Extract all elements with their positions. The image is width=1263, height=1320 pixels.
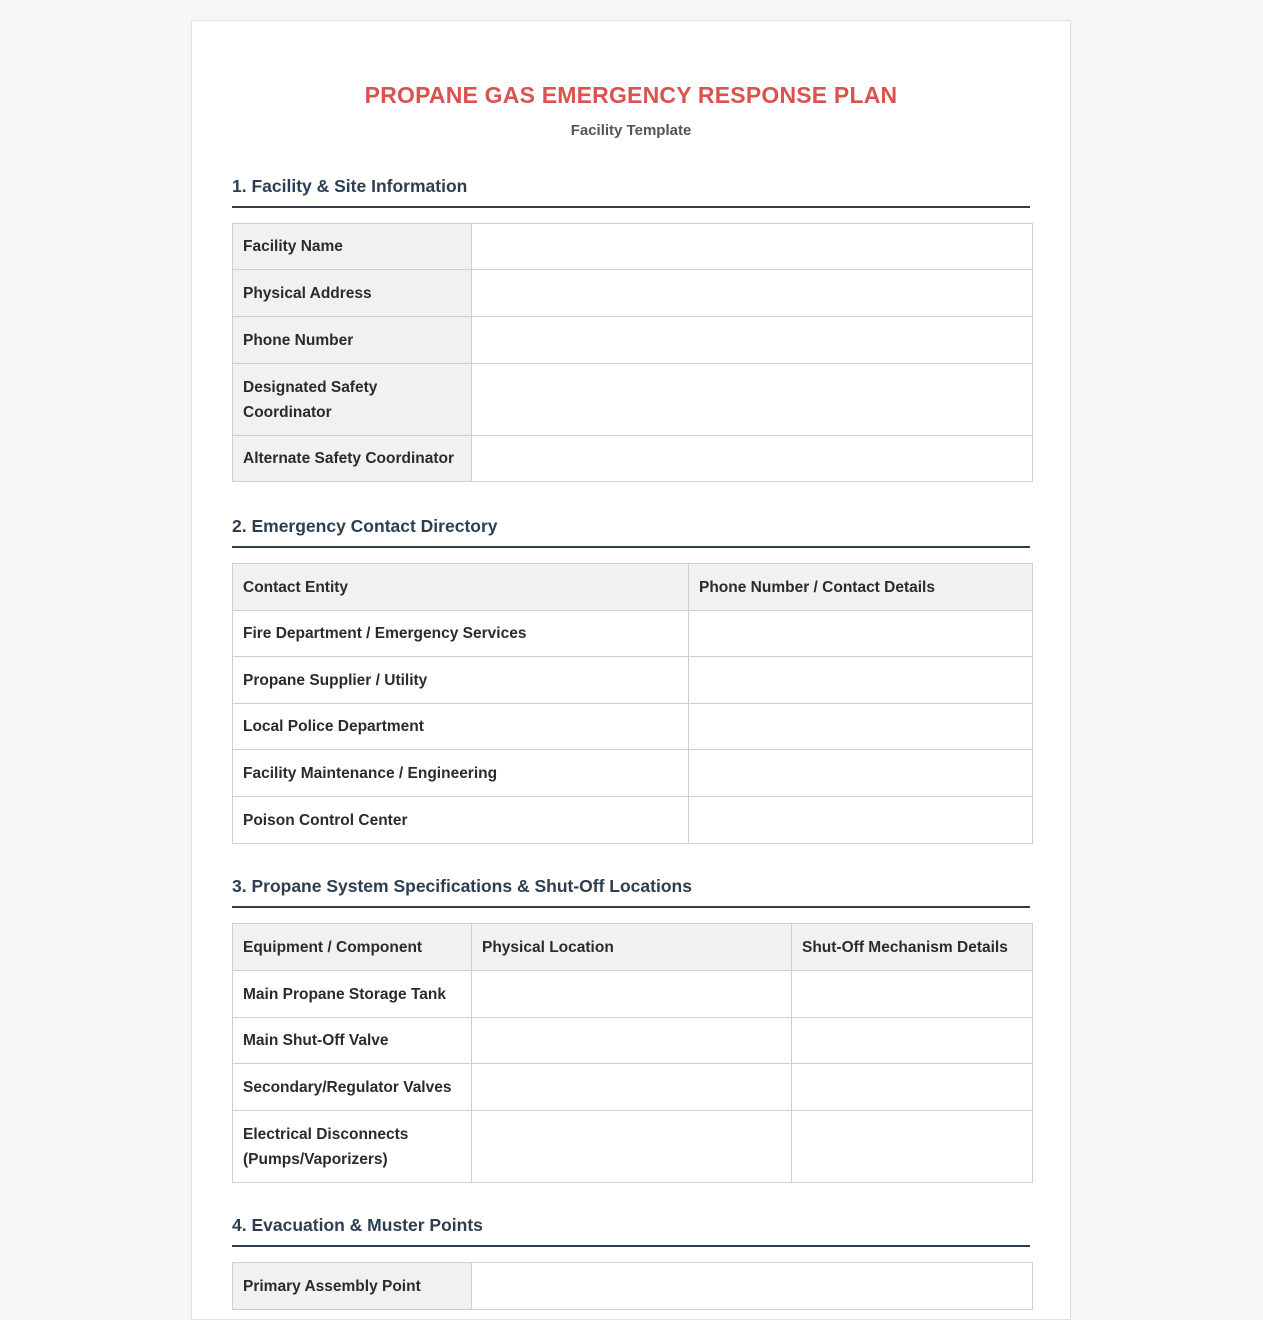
table-row xyxy=(233,1263,1033,1310)
row-label: Electrical Disconnects (Pumps/Vaporizers) xyxy=(233,1111,472,1183)
document-title: PROPANE GAS EMERGENCY RESPONSE PLAN xyxy=(364,82,898,108)
section-facility xyxy=(232,176,1030,482)
contact-details-field[interactable] xyxy=(689,704,1033,750)
contact-details-field[interactable] xyxy=(689,611,1033,657)
section-heading-evacuation: 4. Evacuation & Muster Points xyxy=(232,1215,1030,1247)
table-row xyxy=(233,270,1033,317)
table-row xyxy=(233,1111,1033,1183)
section-heading-facility: 1. Facility & Site Information xyxy=(232,176,1030,208)
section-contacts xyxy=(232,516,1030,844)
table-row xyxy=(233,364,1033,436)
document-page xyxy=(191,20,1071,1320)
section-heading-contacts: 2. Emergency Contact Directory xyxy=(232,516,1030,548)
contact-details-field[interactable] xyxy=(689,657,1033,704)
contacts-table xyxy=(232,563,1033,844)
table-row xyxy=(233,1018,1033,1064)
table-header-row xyxy=(233,564,1033,611)
row-label: Poison Control Center xyxy=(233,797,689,844)
shutoff-details-field[interactable] xyxy=(792,1018,1033,1064)
column-header: Physical Location xyxy=(472,924,792,971)
row-label: Alternate Safety Coordinator xyxy=(233,436,472,482)
designated-coordinator-field[interactable] xyxy=(472,364,1033,436)
table-row xyxy=(233,971,1033,1018)
row-label: Main Propane Storage Tank xyxy=(233,971,472,1018)
facility-name-field[interactable] xyxy=(472,224,1033,270)
row-label: Secondary/Regulator Valves xyxy=(233,1064,472,1111)
location-field[interactable] xyxy=(472,1111,792,1183)
row-label: Main Shut-Off Valve xyxy=(233,1018,472,1064)
shutoff-details-field[interactable] xyxy=(792,1064,1033,1111)
shutoff-details-field[interactable] xyxy=(792,971,1033,1018)
table-row xyxy=(233,611,1033,657)
table-row xyxy=(233,317,1033,364)
table-row xyxy=(233,704,1033,750)
row-label: Fire Department / Emergency Services xyxy=(233,611,689,657)
contact-details-field[interactable] xyxy=(689,797,1033,844)
row-label: Phone Number xyxy=(233,317,472,364)
table-row xyxy=(233,436,1033,482)
table-row xyxy=(233,797,1033,844)
row-label: Facility Maintenance / Engineering xyxy=(233,750,689,797)
table-row xyxy=(233,750,1033,797)
alternate-coordinator-field[interactable] xyxy=(472,436,1033,482)
column-header: Shut-Off Mechanism Details xyxy=(792,924,1033,971)
row-label: Primary Assembly Point xyxy=(233,1263,472,1310)
table-row xyxy=(233,1064,1033,1111)
document-subtitle: Facility Template xyxy=(570,122,692,139)
row-label: Physical Address xyxy=(233,270,472,317)
row-label: Propane Supplier / Utility xyxy=(233,657,689,704)
system-table xyxy=(232,923,1033,1183)
column-header: Phone Number / Contact Details xyxy=(689,564,1033,611)
location-field[interactable] xyxy=(472,971,792,1018)
contact-details-field[interactable] xyxy=(689,750,1033,797)
physical-address-field[interactable] xyxy=(472,270,1033,317)
table-row xyxy=(233,657,1033,704)
location-field[interactable] xyxy=(472,1064,792,1111)
facility-table xyxy=(232,223,1033,482)
row-label: Designated Safety Coordinator xyxy=(233,364,472,436)
column-header: Equipment / Component xyxy=(233,924,472,971)
shutoff-details-field[interactable] xyxy=(792,1111,1033,1183)
table-header-row xyxy=(233,924,1033,971)
section-system xyxy=(232,876,1030,1183)
row-label: Local Police Department xyxy=(233,704,689,750)
table-row xyxy=(233,224,1033,270)
location-field[interactable] xyxy=(472,1018,792,1064)
phone-number-field[interactable] xyxy=(472,317,1033,364)
column-header: Contact Entity xyxy=(233,564,689,611)
row-label: Facility Name xyxy=(233,224,472,270)
evacuation-table xyxy=(232,1262,1033,1310)
primary-assembly-field[interactable] xyxy=(472,1263,1033,1310)
section-heading-system: 3. Propane System Specifications & Shut-Off Locations xyxy=(232,876,1030,908)
